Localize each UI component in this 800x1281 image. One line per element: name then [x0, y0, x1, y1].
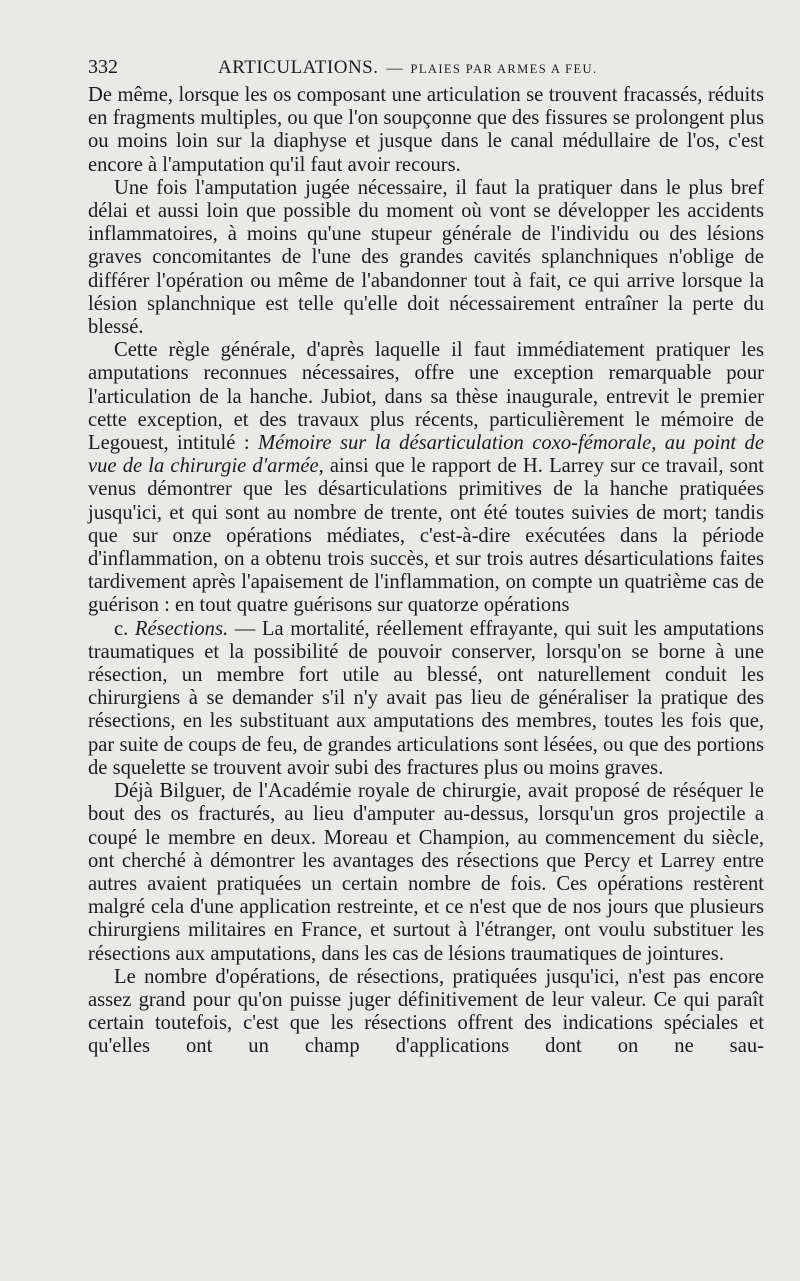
paragraph: [88, 618, 764, 780]
running-subtitle: PLAIES PAR ARMES A FEU.: [410, 62, 598, 76]
text-segment: , ainsi que le rapport de H. Larrey sur ce travail, sont venus démontrer que les désarticulations primitives de la hanche pratiquées jusqu'ici, et qui sont au nombre de trente, ont été toutes suivies de mort; tandis que sur onze opérations médiates, c'est-à-dire exécutées dans la période d'inflammation, on a obtenu trois succès, et sur trois autres désarticulations faites tardivement après l'apaisement de l'inflammation, on compte un quatrième cas de guérison : en tout quatre guérisons sur quatorze opérations: [88, 455, 765, 617]
running-separator: —: [386, 60, 403, 77]
paragraph: [88, 966, 764, 1059]
text-segment: De même, lorsque les os composant une articulation se trouvent fracassés, réduits en fragments multiples, ou que l'on soupçonne que des fissures se prolongent plus ou moins loin sur la diaphyse et jusque dans le canal médullaire de l'os, c'est encore à l'amputation qu'il faut avoir recours.: [88, 84, 764, 176]
text-segment: Le nombre d'opérations, de résections, pratiquées jusqu'ici, n'est pas encore assez grand pour qu'on puisse juger définitivement de leur valeur. Ce qui paraît certain toutefois, c'est que les résections offrent des indications spéciales et qu'elles ont un champ d'applications dont on ne sau-: [88, 965, 764, 1058]
paragraph: [88, 339, 764, 617]
paragraph: [88, 780, 764, 966]
paragraph: [88, 84, 764, 177]
text-segment: — La mortalité, réellement effrayante, qui suit les amputations traumatiques et la possibilité de pouvoir conserver, lorsqu'on se borne à une résection, un membre fort utile au blessé, ont naturellement conduit les chirurgiens à se demander s'il n'y avait pas lieu de généraliser la pratique des résections, en les substituant aux amputations des membres, toutes les fois que, par suite de coups de feu, de grandes articulations sont lésées, ou que des portions de squelette se trouvent avoir subi des fractures plus ou moins graves.: [88, 617, 764, 779]
section-heading: Résections.: [134, 617, 229, 640]
text-segment: Une fois l'amputation jugée nécessaire, il faut la pratiquer dans le plus bref délai et aussi loin que possible du moment où vont se développer les accidents inflammatoires, à moins qu'une stupeur générale de l'individu ou des lésions graves concomitantes de l'une des grandes cavités splanchniques n'oblige de différer l'opération ou même de l'abandonner tout à fait, ce qui arrive lorsque la lésion splanchnique est telle qu'elle doit nécessairement entraîner la perte du blessé.: [88, 176, 764, 339]
running-title: ARTICULATIONS.: [218, 57, 379, 78]
page-number: 332: [88, 56, 118, 78]
body-text: [88, 84, 764, 1059]
text-segment: Cette règle générale, d'après laquelle il faut immédiatement pratiquer les amputations reconnues nécessaires, offre une exception remarquable pour l'articulation de la hanche. Jubiot, dans sa thèse inaugurale, entrevit le premier cette exception, et des travaux plus récents, particulièrement le mémoire de Legouest, intitulé :: [88, 339, 764, 455]
paragraph: [88, 177, 764, 339]
text-segment: c.: [114, 617, 135, 640]
italic-title: Mémoire sur la désarticulation coxo-fémorale, au point de vue de la chirurgie d'armée: [88, 432, 764, 478]
running-header: [88, 56, 764, 84]
text-segment: Déjà Bilguer, de l'Académie royale de chirurgie, avait proposé de réséquer le bout des os fracturés, au lieu d'amputer au-dessus, lorsqu'un gros projectile a coupé le membre en deux. Moreau et Champion, au commencement du siècle, ont cherché à démontrer les avantages des résections que Percy et Larrey entre autres avaient pratiquées un certain nombre de fois. Ces opérations restèrent malgré cela d'une application restreinte, et ce n'est que de nos jours que plusieurs chirurgiens militaires en France, et surtout à l'étranger, ont voulu substituer les résections aux amputations, dans les cas de lésions traumatiques de jointures.: [88, 780, 764, 965]
